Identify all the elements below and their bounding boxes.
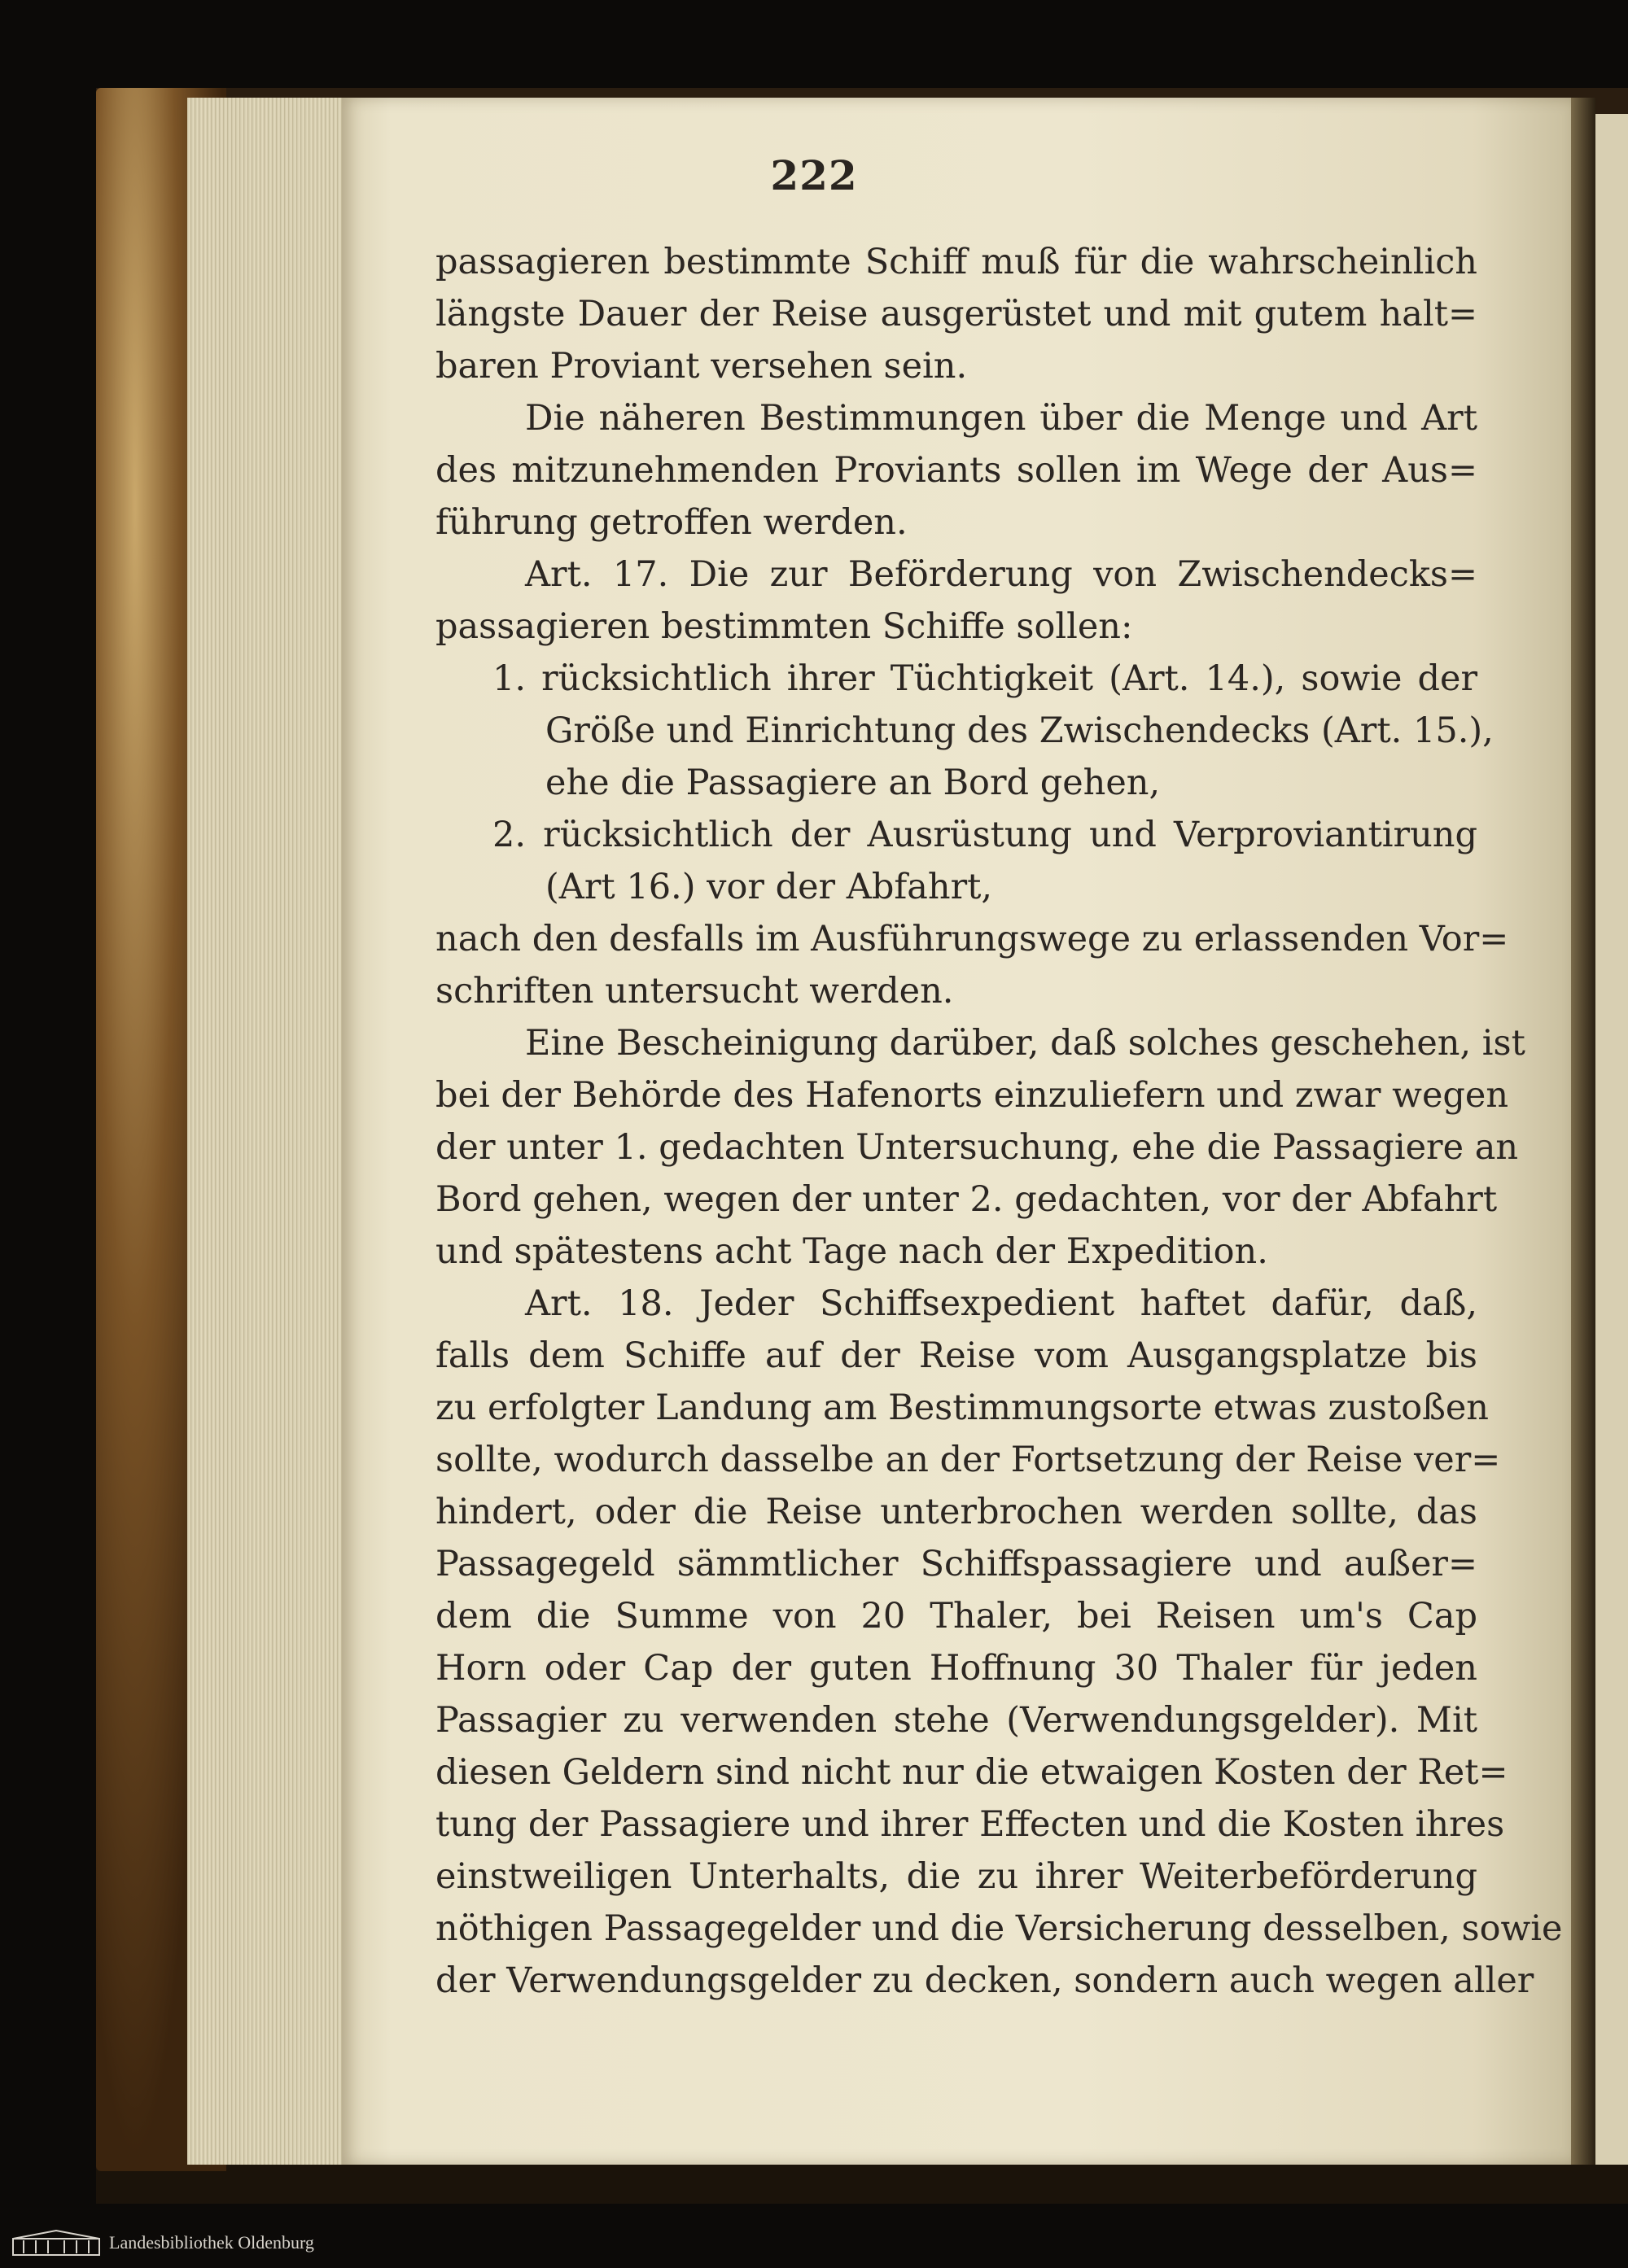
- text-line: Passagier zu verwenden stehe (Verwendungsgelder). Mit: [435, 1700, 1477, 1741]
- page-number: 222: [770, 151, 858, 199]
- text-line: Eine Bescheinigung darüber, daß solches geschehen, ist: [525, 1023, 1525, 1064]
- library-name: Landesbibliothek Oldenburg: [109, 2232, 314, 2253]
- text-line: ehe die Passagiere an Bord gehen,: [545, 763, 1161, 803]
- footer-bar: [0, 2218, 1628, 2268]
- text-line: 2. rücksichtlich der Ausrüstung und Verproviantirung: [492, 815, 1477, 855]
- text-line: und spätestens acht Tage nach der Expedition.: [435, 1231, 1268, 1272]
- text-line: passagieren bestimmten Schiffe sollen:: [435, 606, 1133, 647]
- text-line: tung der Passagiere und ihrer Effecten und die Kosten ihres: [435, 1804, 1505, 1845]
- text-line: baren Proviant versehen sein.: [435, 346, 968, 387]
- text-line: 1. rücksichtlich ihrer Tüchtigkeit (Art. 14.), sowie der: [492, 658, 1477, 699]
- text-line: Horn oder Cap der guten Hoffnung 30 Thaler für jeden: [435, 1648, 1477, 1689]
- text-line: schriften untersucht werden.: [435, 971, 954, 1012]
- text-line: Die näheren Bestimmungen über die Menge und Art: [525, 398, 1477, 439]
- text-line: diesen Geldern sind nicht nur die etwaigen Kosten der Ret=: [435, 1752, 1508, 1793]
- text-line: führung getroffen werden.: [435, 502, 908, 543]
- text-line: Größe und Einrichtung des Zwischendecks (Art. 15.),: [545, 710, 1494, 751]
- library-building-icon: [11, 2229, 101, 2257]
- text-line: Bord gehen, wegen der unter 2. gedachten, vor der Abfahrt: [435, 1179, 1498, 1220]
- text-line: hindert, oder die Reise unterbrochen werden sollte, das: [435, 1492, 1477, 1532]
- text-line: nöthigen Passagegelder und die Versicherung desselben, sowie: [435, 1908, 1563, 1949]
- text-line: nach den desfalls im Ausführungswege zu erlassenden Vor=: [435, 919, 1509, 959]
- text-line: Passagegeld sämmtlicher Schiffspassagiere und außer=: [435, 1544, 1477, 1584]
- text-line: des mitzunehmenden Proviants sollen im Wege der Aus=: [435, 450, 1477, 491]
- text-line: sollte, wodurch dasselbe an der Fortsetzung der Reise ver=: [435, 1440, 1501, 1480]
- text-line: zu erfolgter Landung am Bestimmungsorte etwas zustoßen: [435, 1387, 1489, 1428]
- text-line: einstweiligen Unterhalts, die zu ihrer Weiterbeförderung: [435, 1856, 1477, 1897]
- text-line: längste Dauer der Reise ausgerüstet und mit gutem halt=: [435, 294, 1477, 334]
- page-stack-edges: [187, 98, 358, 2165]
- text-line: (Art 16.) vor der Abfahrt,: [545, 867, 993, 907]
- page-text: [435, 236, 1563, 2007]
- text-line: Art. 18. Jeder Schiffsexpedient haftet dafür, daß,: [525, 1283, 1477, 1324]
- facing-page-edge: [1595, 114, 1628, 2165]
- text-line: bei der Behörde des Hafenorts einzuliefern und zwar wegen: [435, 1075, 1509, 1116]
- text-line: passagieren bestimmte Schiff muß für die wahrscheinlich: [435, 242, 1477, 282]
- text-line: falls dem Schiffe auf der Reise vom Ausgangsplatze bis: [435, 1335, 1477, 1376]
- text-line: der Verwendungsgelder zu decken, sondern auch wegen aller: [435, 1960, 1534, 2001]
- book-gutter: [1571, 98, 1595, 2165]
- text-line: dem die Summe von 20 Thaler, bei Reisen um's Cap: [435, 1596, 1477, 1637]
- text-line: Art. 17. Die zur Beförderung von Zwischendecks=: [525, 554, 1477, 595]
- text-line: der unter 1. gedachten Untersuchung, ehe die Passagiere an: [435, 1127, 1519, 1168]
